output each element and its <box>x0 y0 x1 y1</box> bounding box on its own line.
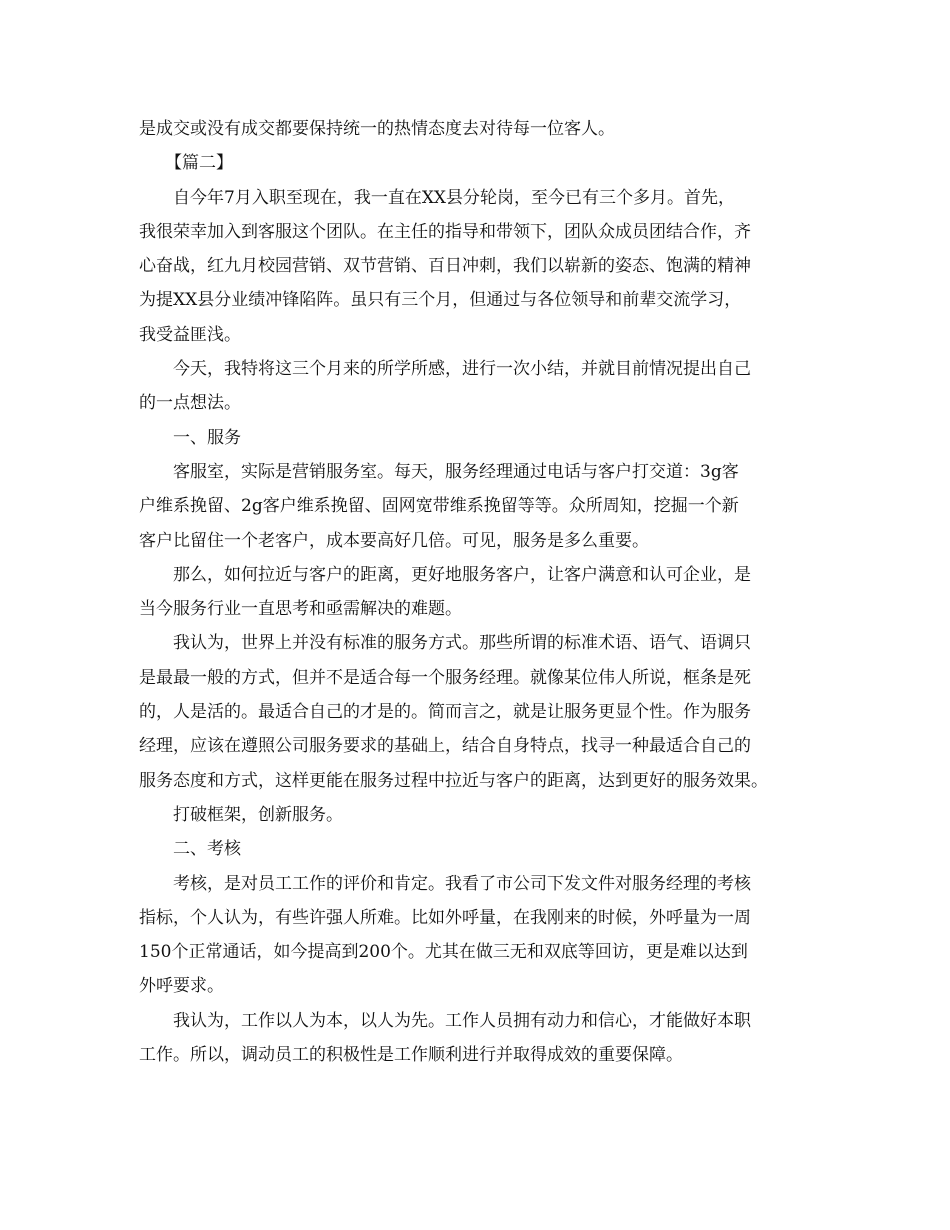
text-line: 150个正常通话，如今提高到200个。尤其在做三无和双底等回访，更是难以达到 <box>139 942 748 963</box>
section-heading: 【篇二】 <box>165 153 233 174</box>
text-line: 经理，应该在遵照公司服务要求的基础上，结合自身特点，找寻一种最适合自己的 <box>139 736 751 757</box>
text-line: 是成交或没有成交都要保持统一的热情态度去对待每一位客人。 <box>139 119 615 139</box>
text-line: 今天，我特将这三个月来的所学所感，进行一次小结，并就目前情况提出自己 <box>173 359 751 380</box>
text-line: 客服室，实际是营销服务室。每天，服务经理通过电话与客户打交道：3g客 <box>173 461 739 482</box>
text-line: 心奋战，红九月校园营销、双节营销、百日冲刺，我们以崭新的姿态、饱满的精神 <box>139 256 751 277</box>
text-line: 客户比留住一个老客户，成本要高好几倍。可见，服务是多么重要。 <box>139 530 649 551</box>
text-line: 考核，是对员工工作的评价和肯定。我看了市公司下发文件对服务经理的考核 <box>173 873 751 894</box>
text-line: 自今年7月入职至现在，我一直在XX县分轮岗，至今已有三个多月。首先， <box>173 187 736 208</box>
text-line: 是最最一般的方式，但并不是适合每一个服务经理。就像某位伟人所说，框条是死 <box>139 667 751 688</box>
text-line: 我很荣幸加入到客服这个团队。在主任的指导和带领下，团队众成员团结合作，齐 <box>139 221 751 242</box>
text-line: 我认为，世界上并没有标准的服务方式。那些所谓的标准术语、语气、语调只 <box>173 633 751 654</box>
text-line: 我受益匪浅。 <box>139 324 241 345</box>
text-line: 的，人是活的。最适合自己的才是的。简而言之，就是让服务更显个性。作为服务 <box>139 702 751 723</box>
text-line: 的一点想法。 <box>139 393 241 414</box>
text-line: 我认为，工作以人为本，以人为先。工作人员拥有动力和信心，才能做好本职 <box>173 1010 751 1031</box>
text-line: 为提XX县分业绩冲锋陷阵。虽只有三个月，但通过与各位领导和前辈交流学习， <box>139 290 742 311</box>
text-line: 服务态度和方式，这样更能在服务过程中拉近与客户的距离，达到更好的服务效果。 <box>139 770 768 791</box>
text-line: 打破框架，创新服务。 <box>173 804 343 825</box>
document-body <box>139 112 824 1072</box>
text-line: 户维系挽留、2g客户维系挽留、固网宽带维系挽留等等。众所周知，挖掘一个新 <box>139 496 739 517</box>
text-line: 工作。所以，调动员工的积极性是工作顺利进行并取得成效的重要保障。 <box>139 1045 683 1066</box>
text-line: 一、服务 <box>173 427 241 448</box>
text-line: 外呼要求。 <box>139 976 224 997</box>
text-line: 那么，如何拉近与客户的距离，更好地服务客户，让客户满意和认可企业，是 <box>173 564 751 585</box>
text-line: 当今服务行业一直思考和亟需解决的难题。 <box>139 599 462 620</box>
text-line: 二、考核 <box>173 839 241 860</box>
text-line: 指标，个人认为，有些许强人所难。比如外呼量，在我刚来的时候，外呼量为一周 <box>139 907 751 928</box>
